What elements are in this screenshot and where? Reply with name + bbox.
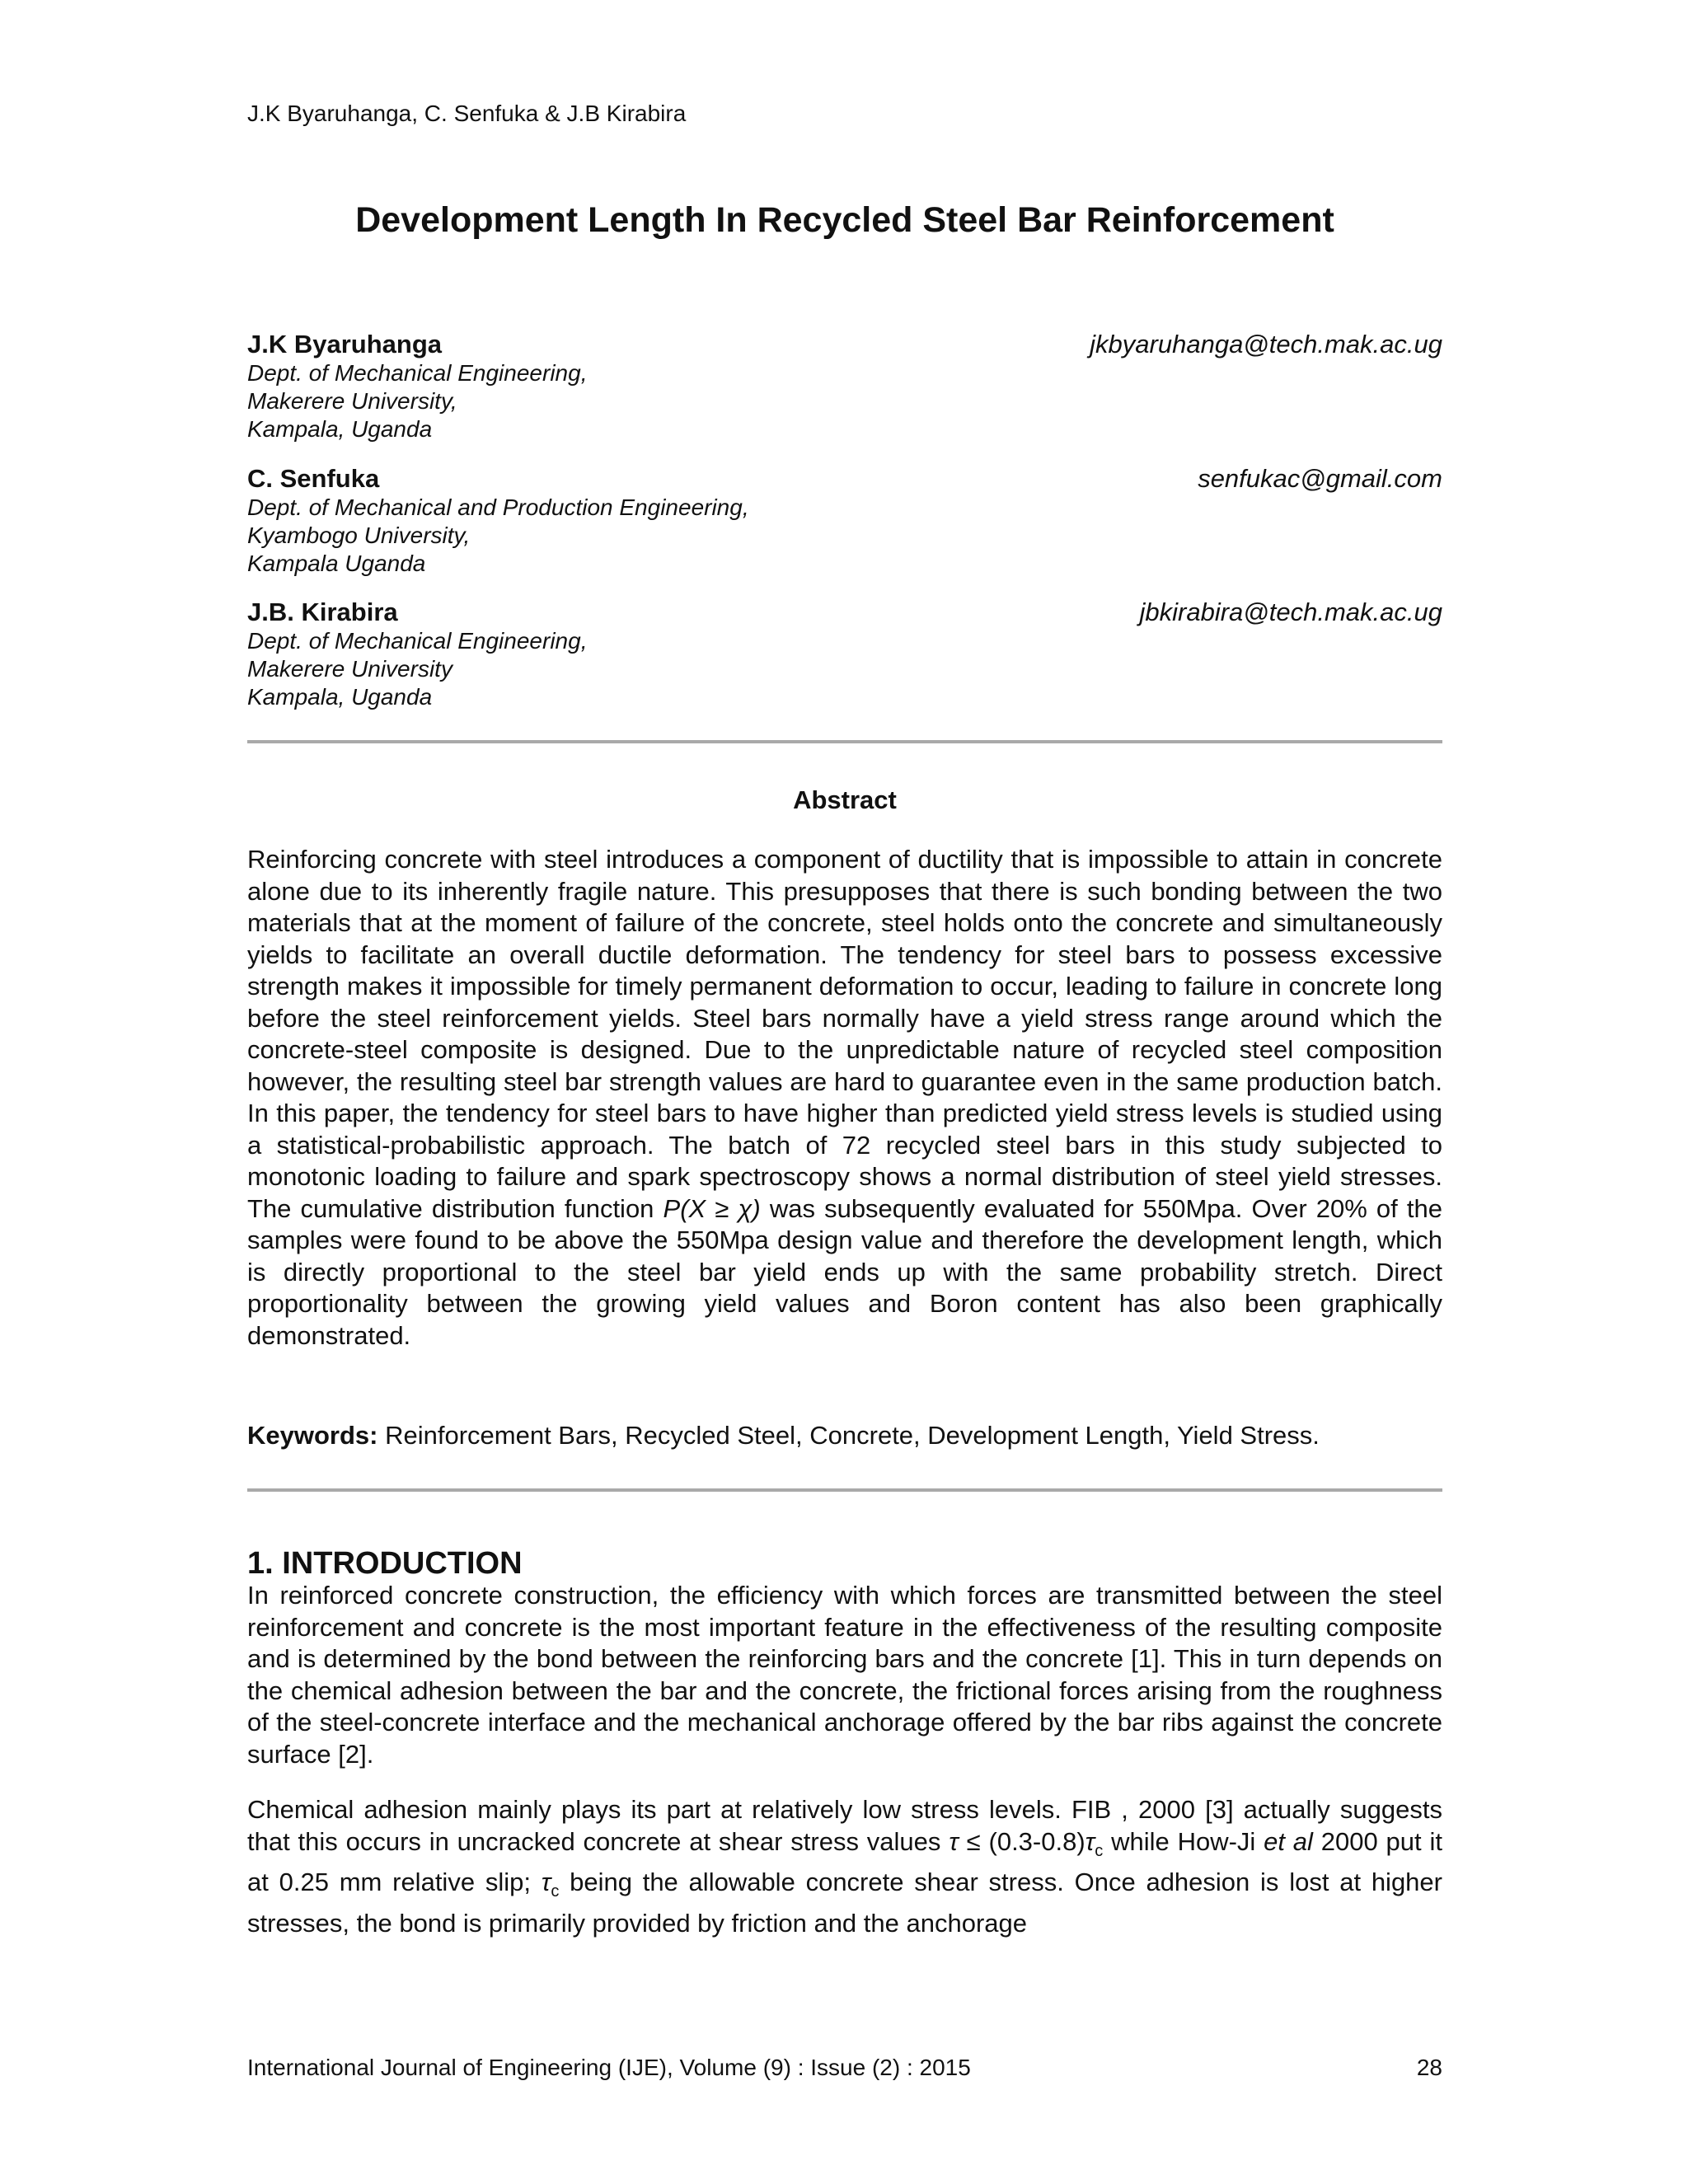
intro-paragraph: In reinforced concrete construction, the efficiency with which forces are transmitted between the steel reinforcement and concrete is the most important feature in the effectiveness of the resulting composite and is determined by the bond between the reinforcing bars and the concrete [1]. This in turn depends on the chemical adhesion between the bar and the concrete, the frictional forces arising from the roughness of the steel-concrete interface and the mechanical anchorage offered by the bar ribs against the concrete surface [2]. [247,1581,1442,1769]
author-name: J.B. Kirabira [247,598,398,626]
keywords-text: Reinforcement Bars, Recycled Steel, Concrete, Development Length, Yield Stress. [377,1421,1320,1450]
subscript: c [551,1882,560,1901]
cdf-formula: P(X ≥ χ) [663,1193,761,1223]
author-name: C. Senfuka [247,464,380,493]
tau-symbol: τ [1085,1826,1095,1856]
author-block [247,598,1442,711]
author-email[interactable]: jkbyaruhanga@tech.mak.ac.ug [1090,330,1442,359]
keywords [247,1420,1442,1451]
author-block [247,464,1442,578]
text-run: Chemical adhesion mainly plays its part at relatively low stress levels. FIB , 2000 [3] actually suggests that this occurs in uncracked concrete at shear stress values [247,1795,1442,1856]
text-run: being the allowable concrete shear stress. Once adhesion is lost at higher stresses, the bond is primarily provided by friction and the anchorage [247,1868,1442,1938]
author-affiliation-line: Kampala Uganda [247,551,426,576]
author-affiliation-line: Dept. of Mechanical and Production Engineering, [247,494,749,520]
abstract-text-part: Reinforcing concrete with steel introduces a component of ductility that is impossible to attain in concrete alone due to its inherently fragile nature. This presupposes that there is such bonding between the two materials that at the moment of failure of the concrete, steel holds onto the concrete and simultaneously yields to facilitate an overall ductile deformation. The tendency for steel bars to possess excessive strength makes it impossible for timely permanent deformation to occur, leading to failure in concrete long before the steel reinforcement yields. Steel bars normally have a yield stress range around which the concrete-steel composite is designed. Due to the unpredictable nature of recycled steel composition however, the resulting steel bar strength values are hard to guarantee even in the same production batch. In this paper, the tendency for steel bars to have higher than predicted yield stress levels is studied using a statistical-probabilistic approach. The batch of 72 recycled steel bars in this study subjected to monotonic loading to failure and spark spectroscopy shows a normal distribution of steel yield stresses. The cumulative distribution function [247,845,1442,1223]
author-affiliation-line: Dept. of Mechanical Engineering, [247,360,588,386]
author-email[interactable]: senfukac@gmail.com [1198,464,1442,493]
author-name: J.K Byaruhanga [247,330,443,359]
section-heading: 1. INTRODUCTION [247,1546,523,1581]
author-affiliation-line: Dept. of Mechanical Engineering, [247,628,588,654]
author-affiliation-line: Kampala, Uganda [247,416,433,442]
abstract-text-part: was subsequently evaluated for 550Mpa. Over 20% of the samples were found to be above the 550Mpa design value and therefore the development length, which is directly proportional to the steel bar yield ends up with the same probability stretch. Direct proportionality between the growing yield values and Boron content has also been graphically demonstrated. [247,1193,1442,1350]
abstract-heading: Abstract [793,785,897,814]
tau-symbol: τ [541,1868,551,1897]
author-affiliation-line: Makerere University [247,656,452,682]
author-email[interactable]: jbkirabira@tech.mak.ac.ug [1139,598,1442,626]
tau-symbol: τ [949,1826,959,1856]
author-affiliation-line: Kampala, Uganda [247,684,433,710]
divider [247,740,1442,743]
intro-paragraph [247,1794,1442,1939]
text-run: ≤ (0.3-0.8) [958,1826,1085,1856]
text-run: while How-Ji [1103,1826,1264,1856]
paper-title: Development Length In Recycled Steel Bar Reinforcement [355,200,1334,240]
divider [247,1488,1442,1492]
subscript: c [1095,1841,1104,1860]
author-affiliation-line: Makerere University, [247,388,457,414]
author-affiliation-line: Kyambogo University, [247,523,471,548]
running-header: J.K Byaruhanga, C. Senfuka & J.B Kirabira [247,101,687,126]
et-al: et al [1264,1826,1313,1856]
page-number: 28 [1416,2055,1442,2080]
author-block [247,330,1442,443]
text-run: 2000 put it at 0.25 mm relative slip; [247,1826,1442,1897]
abstract-text [247,844,1442,1352]
footer-journal: International Journal of Engineering (IJE), Volume (9) : Issue (2) : 2015 [247,2055,971,2080]
keywords-label: Keywords: [247,1421,378,1450]
